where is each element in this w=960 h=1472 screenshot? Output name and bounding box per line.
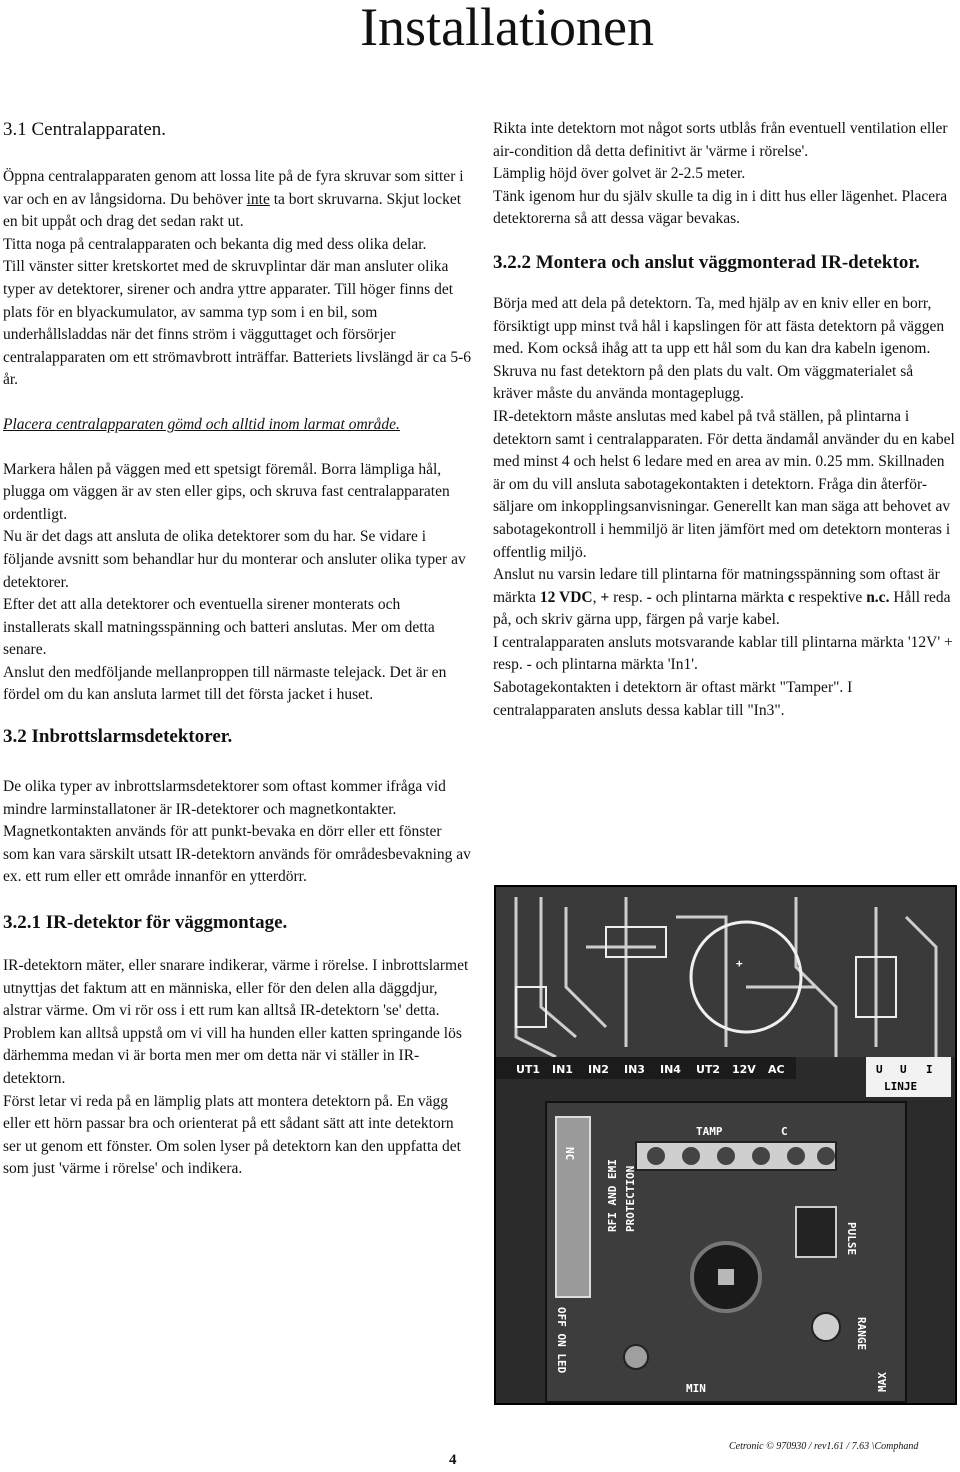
- pcb-tamp: TAMP: [696, 1125, 723, 1138]
- label-linje: LINJE: [884, 1080, 918, 1093]
- paragraph: IR-detektorn måste anslutas med kabel på två ställen, på plintarna i detektorn samt i centralapparaten. För detta ändamål använder du en kabel med minst 4 och helst 6 ledare med en area av min. 0.25 mm. Skillnaden är om du vill ansluta sabotagekontakten i detektorn. Fråga din återför-säljare om inkopplingsanvisningar. Generellt kan man säga att behovet av sabotagekontroll i hemmiljö är liten jämfört med om detektorn monteras i offentlig miljö.: [493, 407, 955, 561]
- terminal-label-ut2: UT2: [696, 1063, 721, 1076]
- paragraph: Först letar vi reda på en lämplig plats att montera detektorn på. En vägg eller ett hörn passar bra och orienterat på ett sådant sätt att inte detektorn ser ut genom ett fönster. Om solen lyser på detektorn kan den uppfatta det som just 'värme i rörelse' och indikera.: [3, 1092, 461, 1178]
- paragraph: Nu är det dags att ansluta de olika detektorer som du har. Se vidare i följande avsnitt som behandlar hur du monterar och ansluter olika typer av detektorer.: [3, 528, 466, 591]
- circuit-board-illustration: [496, 887, 955, 1403]
- page-title: Installationen: [360, 0, 654, 57]
- plus-mark: +: [736, 957, 743, 970]
- paragraph: Tänk igenom hur du själv skulle ta dig in i ditt hus eller lägenhet. Placera detektorerna så att dessa vägar bevakas.: [493, 187, 948, 228]
- section-heading-3-2-2: 3.2.2 Montera och anslut väggmonterad IR-detektor.: [493, 251, 920, 273]
- pcb-min: MIN: [686, 1382, 706, 1395]
- paragraph: Anslut den medföljande mellanproppen till närmaste telejack. Det är en fördel om du kan ansluta larmet till det första jacket i huset.: [3, 663, 447, 704]
- paragraph: Till vänster sitter kretskortet med de skruvplintar där man ansluter olika typer av detektorer, sirener och andra yttre apparater. Till höger finns det plats för en blyackumulator, av samma typ som i en bil, som underhållsladdas när det finns ström i vägguttaget och försörjer centralapparaten om ett strömavbrott inträffar. Batteriets livslängd är ca 5-6 år.: [3, 258, 471, 389]
- left-column: [3, 118, 471, 1181]
- terminal-label-12v: 12V: [732, 1063, 756, 1076]
- paragraph: De olika typer av inbrottslarmsdetektorer som oftast kommer ifråga vid mindre larminstallatoner är IR-detektorer och magnetkontakter. Magnetkontakten används för att punkt-bevaka en dörr eller ett fönster som kan vara särskilt utsatt IR-detektorn används för områdesbevakning av ex. ett rum eller ett område innanför en ytterdörr.: [3, 778, 471, 886]
- pcb-pulse: PULSE: [845, 1222, 858, 1256]
- label-u1: U: [876, 1063, 883, 1076]
- paragraph: Problem kan alltså uppstå om vi vill ha hunden eller katten springande lös därhemma medan vi är borta men mer om detta när vi ställer in IR-detektorn.: [3, 1024, 462, 1087]
- spacer: [3, 437, 471, 459]
- paragraph: Markera hålen på väggen med ett spetsigt föremål. Borra lämpliga hål, plugga om väggen är av sten eller gips, och skruva fast centralapparaten ordentligt.: [3, 460, 450, 523]
- terminal-label-in4: IN4: [660, 1063, 681, 1076]
- label-u2: U: [900, 1063, 907, 1076]
- pcb-c: C: [781, 1125, 788, 1138]
- paragraph: Titta noga på centralapparaten och bekanta dig med dess olika delar.: [3, 235, 427, 253]
- terminal-label-in1: IN1: [552, 1063, 573, 1076]
- terminal-label-ac: AC: [768, 1063, 785, 1076]
- paragraph: IR-detektorn mäter, eller snarare indikerar, värme i rörelse. I inbrottslarmet utnyttjas det faktum att en människa, eller för den delen alla däggdjur, alstrar värme. Om vi rör oss i ett rum kan alltså IR-detektorn 'se' detta.: [3, 957, 469, 1020]
- paragraph: Anslut nu varsin ledare till plintarna för matningsspänning som oftast är märkta 12 VDC, + resp. - och plintarna märkta c respektive n.c. Håll reda på, och skriv gärna upp, färgen på varje kabel.: [493, 566, 951, 629]
- paragraph: Öppna centralapparaten genom att lossa lite på de fyra skruvar som sitter i var och en av långsidorna. Du behöver inte ta bort skruvarna. Skjut locket en bit uppåt och drag det sedan rakt ut.: [3, 168, 464, 231]
- circuit-board-photo: [494, 885, 957, 1405]
- paragraph: Sabotagekontakten i detektorn är oftast märkt "Tamper". I centralapparaten ansluts dessa kablar till "In3".: [493, 679, 853, 719]
- paragraph: Lämplig höjd över golvet är 2-2.5 meter.: [493, 165, 746, 183]
- section-heading-3-2-1: 3.2.1 IR-detektor för väggmontage.: [3, 912, 288, 934]
- paragraph: I centralapparaten ansluts motsvarande kablar till plintarna märkta '12V' + resp. - och plintarna märkta 'In1'.: [493, 633, 953, 674]
- spacer: [3, 392, 471, 414]
- pcb-protection: PROTECTION: [624, 1165, 637, 1232]
- paragraph: Börja med att dela på detektorn. Ta, med hjälp av en kniv eller en borr, försiktigt upp minst två hål i kapslingen för att fästa detektorn på väggen med. Kom också ihåg att ta upp ett hål som du kan dra kabeln igenom. Skruva nu fast detektorn på den plats du valt. Om väggmaterialet så kräver måste du använda montageplugg.: [493, 294, 945, 403]
- right-column: [493, 118, 955, 722]
- section-heading-3-1: 3.1 Centralapparaten.: [3, 119, 167, 140]
- page-number: 4: [449, 1452, 457, 1468]
- pcb-range: RANGE: [855, 1317, 868, 1351]
- pcb-led: OFF ON LED: [555, 1307, 568, 1374]
- terminal-label-in3: IN3: [624, 1063, 645, 1076]
- pcb-max: MAX: [876, 1372, 889, 1392]
- paragraph: Rikta inte detektorn mot något sorts utblås från eventuell ventilation eller air-condition då detta definitivt är 'värme i rörelse'.: [493, 120, 948, 160]
- label-i: I: [926, 1063, 933, 1076]
- paragraph: Efter det att alla detektorer och eventuella sirener monterats och installerats skall matningsspänning och batteri anslutas. Mer om detta senare.: [3, 596, 435, 659]
- pcb-rfi: RFI AND EMI: [606, 1159, 619, 1232]
- pcb-nc: NC: [563, 1147, 576, 1161]
- terminal-label-ut1: UT1: [516, 1063, 541, 1076]
- section-heading-3-2: 3.2 Inbrottslarmsdetektorer.: [3, 726, 233, 748]
- emphasis-paragraph: Placera centralapparaten gömd och alltid inom larmat område.: [3, 415, 400, 433]
- footer-copyright: Cetronic © 970930 / rev1.61 / 7.63 \Comphand: [729, 1441, 919, 1452]
- terminal-label-in2: IN2: [588, 1063, 609, 1076]
